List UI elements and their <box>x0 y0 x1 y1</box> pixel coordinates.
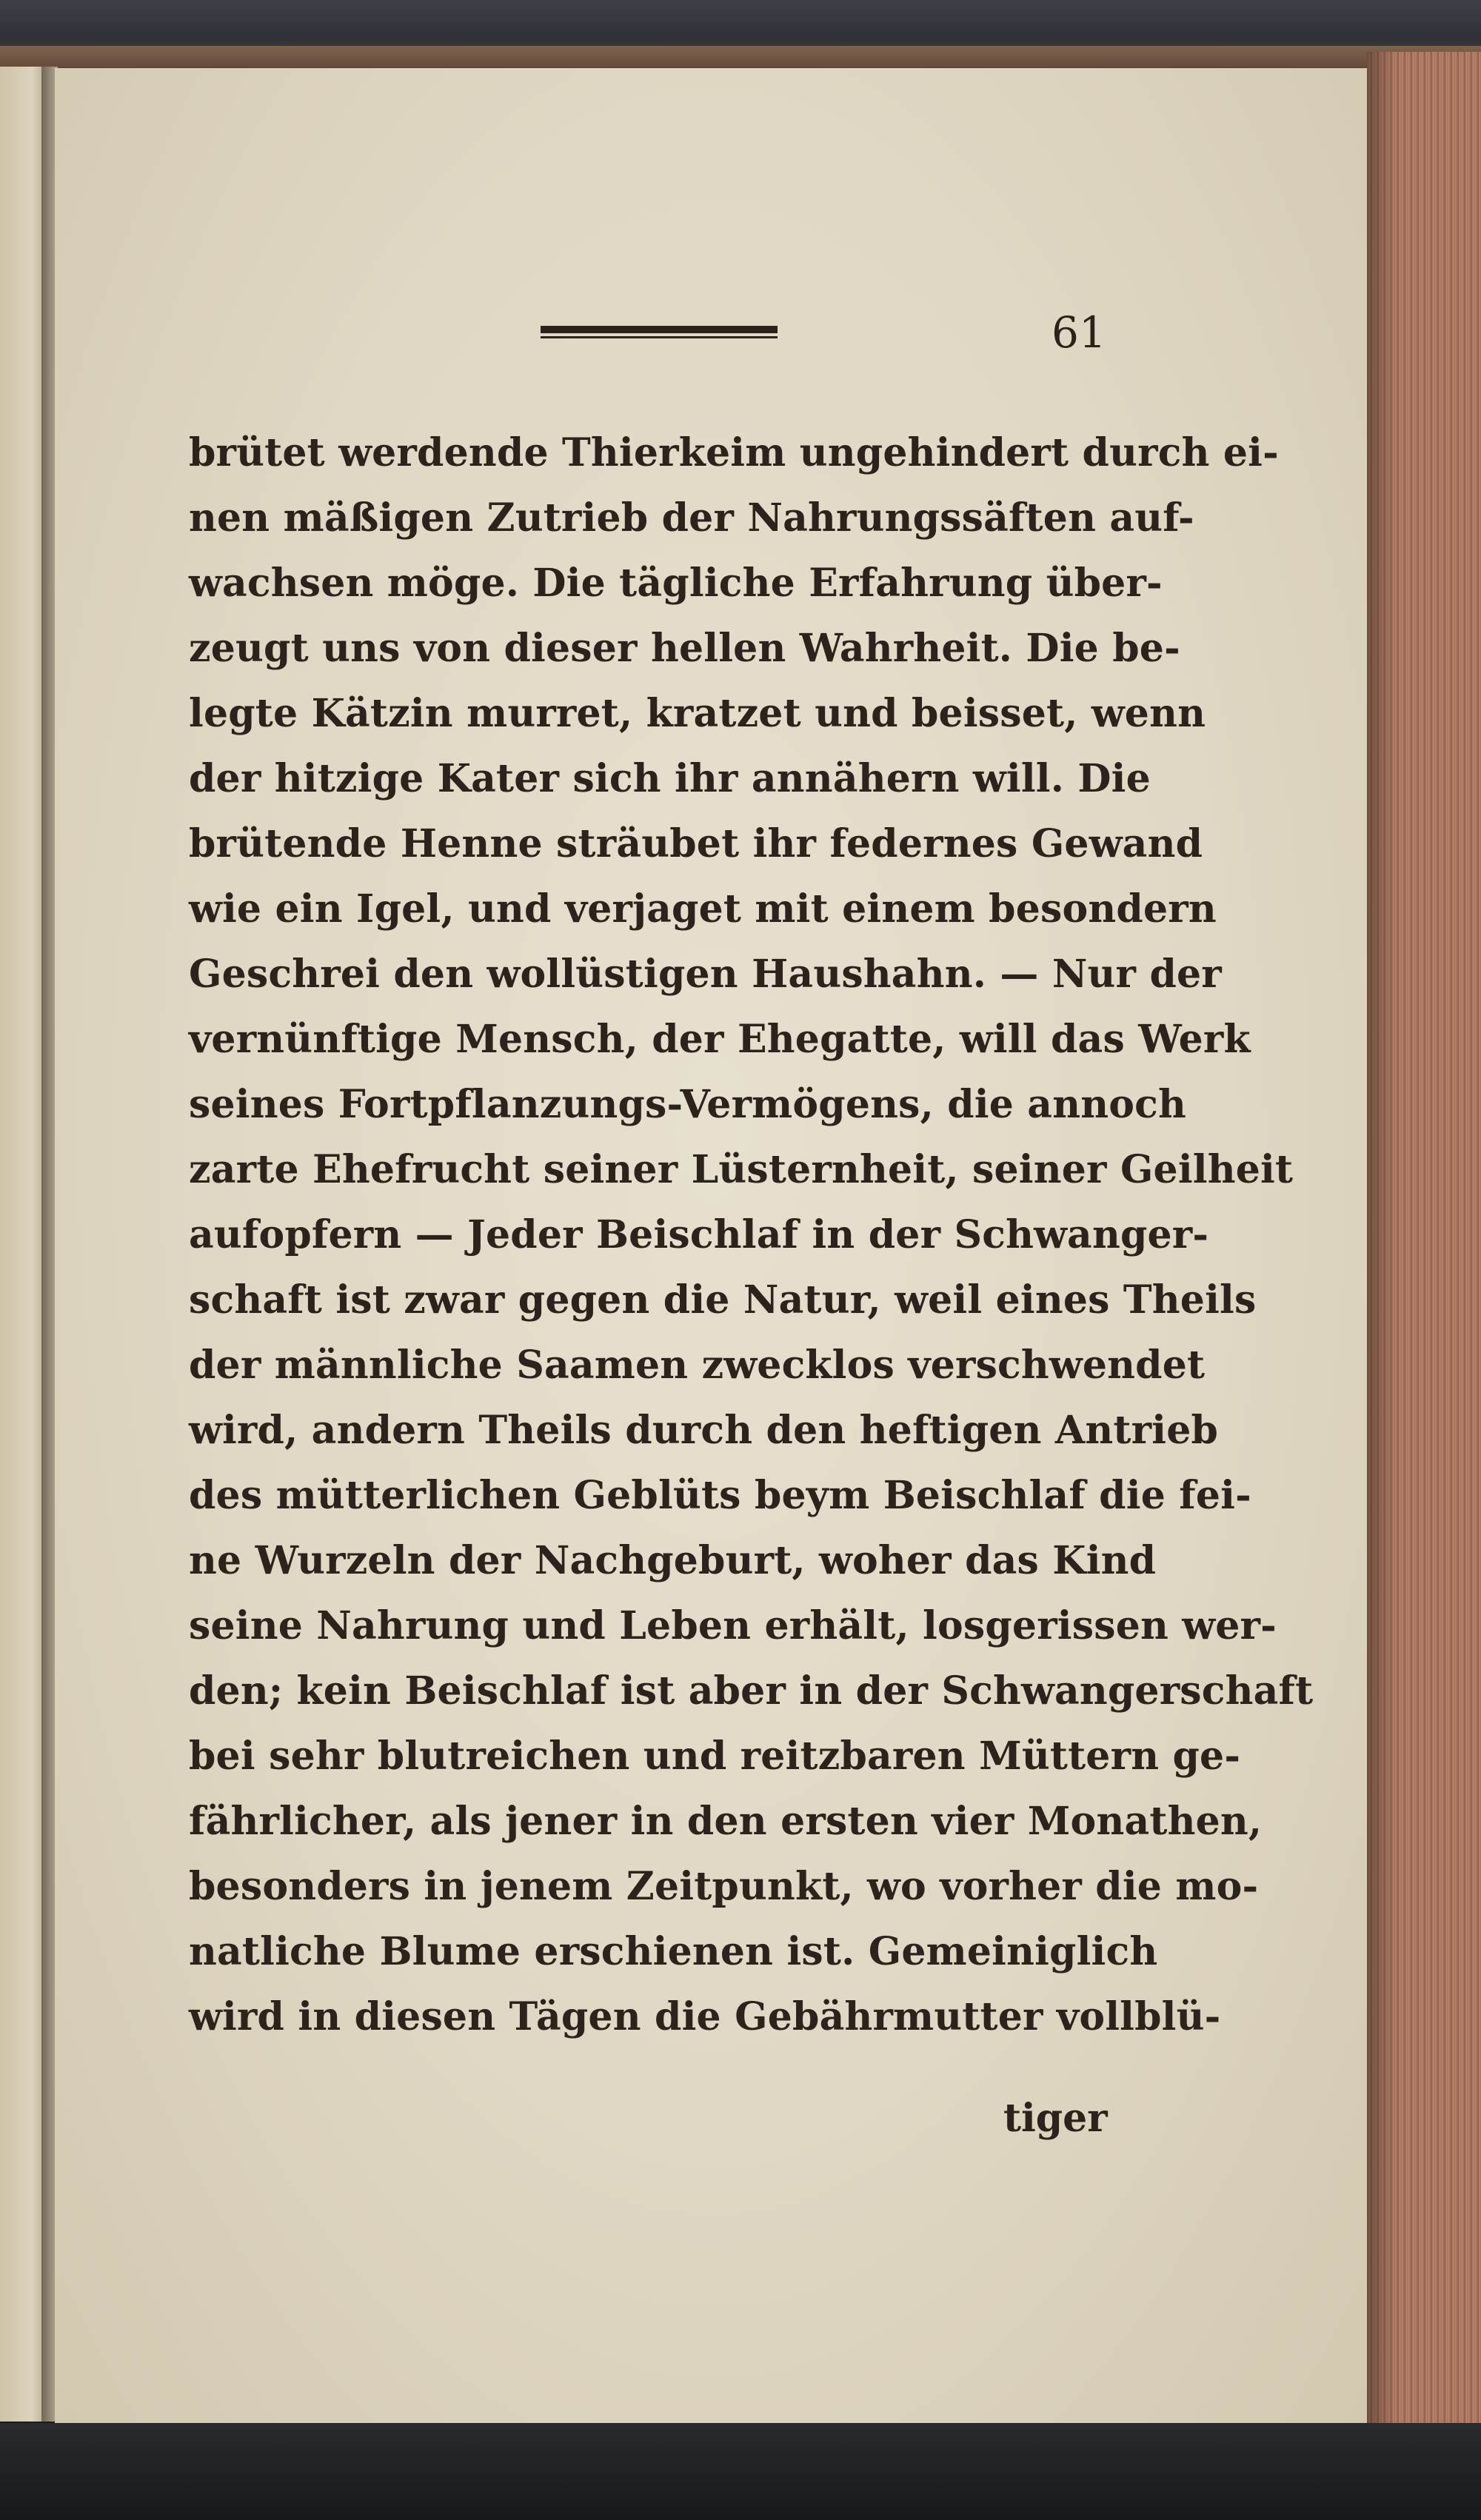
catchword: tiger <box>1003 2096 1108 2141</box>
text-line: natliche Blume erschienen ist. Gemeiniglich <box>189 1929 1158 1974</box>
text-line: wird in diesen Tägen die Gebährmutter vollblü- <box>189 1994 1221 2039</box>
text-line: seines Fortpflanzungs-Vermögens, die annoch <box>189 1082 1186 1127</box>
text-line: Geschrei den wollüstigen Haushahn. — Nur der <box>189 952 1222 997</box>
text-line: den; kein Beischlaf ist aber in der Schwangerschaft <box>189 1668 1314 1714</box>
text-line: fährlicher, als jener in den ersten vier Monathen, <box>189 1799 1263 1844</box>
text-line: aufopfern — Jeder Beischlaf in der Schwanger- <box>189 1212 1209 1257</box>
text-line: bei sehr blutreichen und reitzbaren Müttern ge- <box>189 1734 1241 1779</box>
text-line: wird, andern Theils durch den heftigen Antrieb <box>189 1408 1219 1453</box>
text-line: ne Wurzeln der Nachgeburt, woher das Kind <box>189 1538 1157 1583</box>
text-line: wie ein Igel, und verjaget mit einem besondern <box>189 886 1217 932</box>
page-block-shade <box>1367 52 1397 2444</box>
body-text <box>189 421 1314 2050</box>
header-rule-thick <box>541 326 778 333</box>
text-line: brütet werdende Thierkeim ungehindert durch ei- <box>189 430 1279 475</box>
header-ornament-rule <box>541 326 778 339</box>
text-line: zarte Ehefrucht seiner Lüsternheit, seiner Geilheit <box>189 1147 1294 1192</box>
bottom-shadow <box>0 2423 1481 2520</box>
text-line: besonders in jenem Zeitpunkt, wo vorher die mo- <box>189 1864 1259 1909</box>
text-line: wachsen möge. Die tägliche Erfahrung über- <box>189 561 1163 606</box>
text-line: des mütterlichen Geblüts beym Beischlaf die fei- <box>189 1473 1251 1518</box>
text-line: brütende Henne sträubet ihr federnes Gewand <box>189 821 1203 866</box>
text-line: schaft ist zwar gegen die Natur, weil eines Theils <box>189 1277 1257 1323</box>
header-rule-thin <box>541 336 778 338</box>
text-line: der männliche Saamen zwecklos verschwendet <box>189 1343 1206 1388</box>
text-line: der hitzige Kater sich ihr annähern will. Die <box>189 756 1151 801</box>
text-line: seine Nahrung und Leben erhält, losgerissen wer- <box>189 1603 1277 1648</box>
cover-edge <box>0 46 1481 67</box>
text-line: vernünftige Mensch, der Ehegatte, will das Werk <box>189 1017 1251 1062</box>
text-line: nen mäßigen Zutrieb der Nahrungssäften auf- <box>189 495 1194 541</box>
facing-page-edge <box>0 67 46 2422</box>
text-line: zeugt uns von dieser hellen Wahrheit. Die be- <box>189 626 1180 671</box>
text-line: legte Kätzin murret, kratzet und beisset, wenn <box>189 691 1206 736</box>
page-number: 61 <box>1052 307 1106 358</box>
